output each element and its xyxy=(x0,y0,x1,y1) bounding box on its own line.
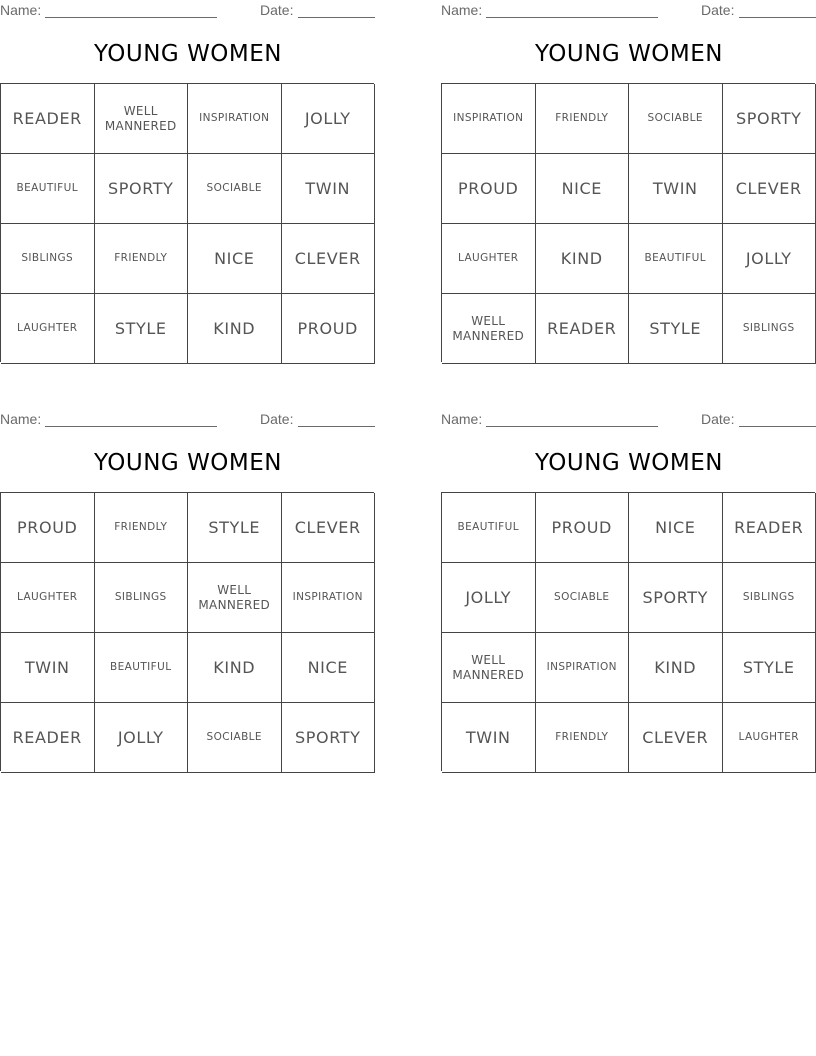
bingo-cell-word: READER xyxy=(547,318,617,338)
bingo-cell-word: SIBLINGS xyxy=(742,321,795,334)
bingo-cell-word: FRIENDLY xyxy=(114,520,168,533)
bingo-cell xyxy=(442,563,536,633)
bingo-cell xyxy=(629,493,723,563)
card-title: YOUNG WOMEN xyxy=(94,450,282,476)
date-label: Date: xyxy=(701,2,735,18)
bingo-cell-word: READER xyxy=(12,727,82,747)
date-line xyxy=(298,17,375,18)
name-label: Name: xyxy=(441,2,483,18)
bingo-cell-word: SOCIABLE xyxy=(554,590,610,603)
bingo-cell-word: TWIN xyxy=(305,178,351,198)
bingo-cell-word: FRIENDLY xyxy=(555,111,609,124)
bingo-cell xyxy=(442,154,536,224)
bingo-cell-word: BEAUTIFUL xyxy=(16,181,78,194)
bingo-cell xyxy=(282,154,376,224)
bingo-cell xyxy=(188,493,282,563)
bingo-cell-word: PROUD xyxy=(297,318,358,338)
bingo-cell xyxy=(95,294,189,364)
bingo-cell xyxy=(536,633,630,703)
bingo-cell xyxy=(188,84,282,154)
bingo-cell-word: SOCIABLE xyxy=(647,111,703,124)
bingo-cell-word: FRIENDLY xyxy=(114,251,168,264)
bingo-cell-word: TWIN xyxy=(465,727,511,747)
bingo-cell xyxy=(282,563,376,633)
bingo-cell xyxy=(536,563,630,633)
bingo-cell-word: TWIN xyxy=(652,178,698,198)
bingo-cell xyxy=(442,84,536,154)
name-line xyxy=(45,426,217,427)
bingo-card xyxy=(441,0,816,372)
bingo-grid xyxy=(0,83,374,362)
bingo-cell-word: JOLLY xyxy=(745,248,792,268)
bingo-cell xyxy=(629,703,723,773)
bingo-cell xyxy=(536,224,630,294)
bingo-cell xyxy=(723,294,816,364)
date-label: Date: xyxy=(260,2,294,18)
bingo-cell-word: CLEVER xyxy=(642,727,709,747)
bingo-cell xyxy=(188,154,282,224)
bingo-card xyxy=(0,409,376,781)
bingo-cell xyxy=(1,633,95,703)
bingo-cell-word: NICE xyxy=(307,657,348,677)
bingo-cell xyxy=(723,154,816,224)
bingo-cell-word: SPORTY xyxy=(108,178,174,198)
bingo-cell xyxy=(536,84,630,154)
bingo-cell xyxy=(442,294,536,364)
date-line xyxy=(298,426,375,427)
name-label: Name: xyxy=(0,2,42,18)
bingo-cell-word: INSPIRATION xyxy=(292,590,363,603)
bingo-cell xyxy=(1,224,95,294)
bingo-cell xyxy=(95,154,189,224)
bingo-cell xyxy=(442,493,536,563)
bingo-cell-word: FRIENDLY xyxy=(555,730,609,743)
bingo-cell-word: SIBLINGS xyxy=(21,251,74,264)
bingo-cell-word: WELL MANNERED xyxy=(104,103,177,133)
bingo-cell xyxy=(442,703,536,773)
bingo-cell xyxy=(629,633,723,703)
bingo-cell xyxy=(723,84,816,154)
bingo-cell xyxy=(723,703,816,773)
bingo-cell xyxy=(1,703,95,773)
bingo-cell-word: KIND xyxy=(654,657,697,677)
bingo-cell xyxy=(188,294,282,364)
bingo-cell xyxy=(723,633,816,703)
bingo-grid xyxy=(0,492,374,771)
name-line xyxy=(45,17,217,18)
bingo-cell-word: LAUGHTER xyxy=(16,321,78,334)
bingo-cell xyxy=(629,563,723,633)
bingo-cell xyxy=(95,84,189,154)
bingo-cell xyxy=(1,493,95,563)
bingo-cell xyxy=(1,154,95,224)
bingo-cell xyxy=(188,224,282,294)
bingo-cell xyxy=(188,703,282,773)
bingo-cell xyxy=(188,563,282,633)
bingo-cell-word: NICE xyxy=(214,248,255,268)
bingo-cell xyxy=(442,633,536,703)
bingo-cell-word: SIBLINGS xyxy=(114,590,167,603)
bingo-cell-word: STYLE xyxy=(649,318,702,338)
bingo-cell xyxy=(188,633,282,703)
bingo-cell xyxy=(95,563,189,633)
bingo-cell-word: WELL MANNERED xyxy=(452,652,525,682)
bingo-cell xyxy=(282,224,376,294)
bingo-cell-word: LAUGHTER xyxy=(16,590,78,603)
bingo-cell-word: TWIN xyxy=(24,657,70,677)
name-label: Name: xyxy=(441,411,483,427)
bingo-cell xyxy=(723,224,816,294)
bingo-cell xyxy=(1,294,95,364)
card-title: YOUNG WOMEN xyxy=(535,41,723,67)
name-line xyxy=(486,426,658,427)
bingo-cell xyxy=(95,633,189,703)
bingo-cell-word: PROUD xyxy=(551,517,612,537)
bingo-cell-word: STYLE xyxy=(742,657,795,677)
bingo-cell-word: INSPIRATION xyxy=(546,660,617,673)
bingo-cell-word: KIND xyxy=(213,657,256,677)
bingo-cell-word: INSPIRATION xyxy=(453,111,524,124)
bingo-cell xyxy=(95,493,189,563)
bingo-cell xyxy=(536,154,630,224)
bingo-cell-word: SOCIABLE xyxy=(206,730,262,743)
card-title: YOUNG WOMEN xyxy=(535,450,723,476)
bingo-cell xyxy=(723,563,816,633)
bingo-cell xyxy=(95,224,189,294)
bingo-cell-word: LAUGHTER xyxy=(457,251,519,264)
bingo-cell-word: PROUD xyxy=(458,178,519,198)
bingo-cell-word: NICE xyxy=(655,517,696,537)
bingo-card xyxy=(441,409,816,781)
bingo-cell-word: JOLLY xyxy=(304,108,351,128)
bingo-cell xyxy=(536,493,630,563)
bingo-cell xyxy=(282,294,376,364)
bingo-cell-word: BEAUTIFUL xyxy=(457,520,519,533)
name-date-row xyxy=(441,411,816,429)
bingo-cell-word: BEAUTIFUL xyxy=(110,660,172,673)
bingo-cell xyxy=(95,703,189,773)
bingo-cell xyxy=(723,493,816,563)
bingo-cell-word: LAUGHTER xyxy=(738,730,800,743)
bingo-cell-word: NICE xyxy=(561,178,602,198)
bingo-cell-word: STYLE xyxy=(114,318,167,338)
bingo-cell-word: KIND xyxy=(560,248,603,268)
bingo-card xyxy=(0,0,376,372)
bingo-cell-word: READER xyxy=(12,108,82,128)
bingo-cell-word: CLEVER xyxy=(735,178,802,198)
bingo-cell-word: CLEVER xyxy=(294,517,361,537)
bingo-cell-word: PROUD xyxy=(17,517,78,537)
date-label: Date: xyxy=(260,411,294,427)
bingo-cell-word: CLEVER xyxy=(294,248,361,268)
card-title: YOUNG WOMEN xyxy=(94,41,282,67)
date-line xyxy=(739,426,816,427)
name-line xyxy=(486,17,658,18)
bingo-cell xyxy=(629,84,723,154)
bingo-cell xyxy=(629,224,723,294)
bingo-cell xyxy=(1,84,95,154)
bingo-cell-word: SPORTY xyxy=(736,108,802,128)
date-line xyxy=(739,17,816,18)
bingo-cell-word: READER xyxy=(734,517,804,537)
bingo-cell xyxy=(282,633,376,703)
bingo-cell xyxy=(282,493,376,563)
bingo-cell xyxy=(1,563,95,633)
name-date-row xyxy=(0,411,376,429)
bingo-cell-word: WELL MANNERED xyxy=(452,313,525,343)
bingo-cell-word: STYLE xyxy=(208,517,261,537)
bingo-cell-word: WELL MANNERED xyxy=(198,582,271,612)
bingo-cell-word: JOLLY xyxy=(117,727,164,747)
name-date-row xyxy=(0,2,376,20)
date-label: Date: xyxy=(701,411,735,427)
bingo-cell-word: SPORTY xyxy=(295,727,361,747)
bingo-cell xyxy=(536,703,630,773)
bingo-cell-word: SOCIABLE xyxy=(206,181,262,194)
bingo-cell xyxy=(282,703,376,773)
bingo-cell-word: SPORTY xyxy=(642,587,708,607)
bingo-cell xyxy=(282,84,376,154)
bingo-cell xyxy=(629,294,723,364)
bingo-cell xyxy=(629,154,723,224)
bingo-cell-word: BEAUTIFUL xyxy=(644,251,706,264)
name-label: Name: xyxy=(0,411,42,427)
bingo-cell-word: INSPIRATION xyxy=(199,111,270,124)
bingo-cell-word: SIBLINGS xyxy=(742,590,795,603)
bingo-grid xyxy=(441,83,815,362)
bingo-grid xyxy=(441,492,815,771)
bingo-cell xyxy=(536,294,630,364)
bingo-cell xyxy=(442,224,536,294)
bingo-cell-word: KIND xyxy=(213,318,256,338)
bingo-cell-word: JOLLY xyxy=(465,587,512,607)
name-date-row xyxy=(441,2,816,20)
